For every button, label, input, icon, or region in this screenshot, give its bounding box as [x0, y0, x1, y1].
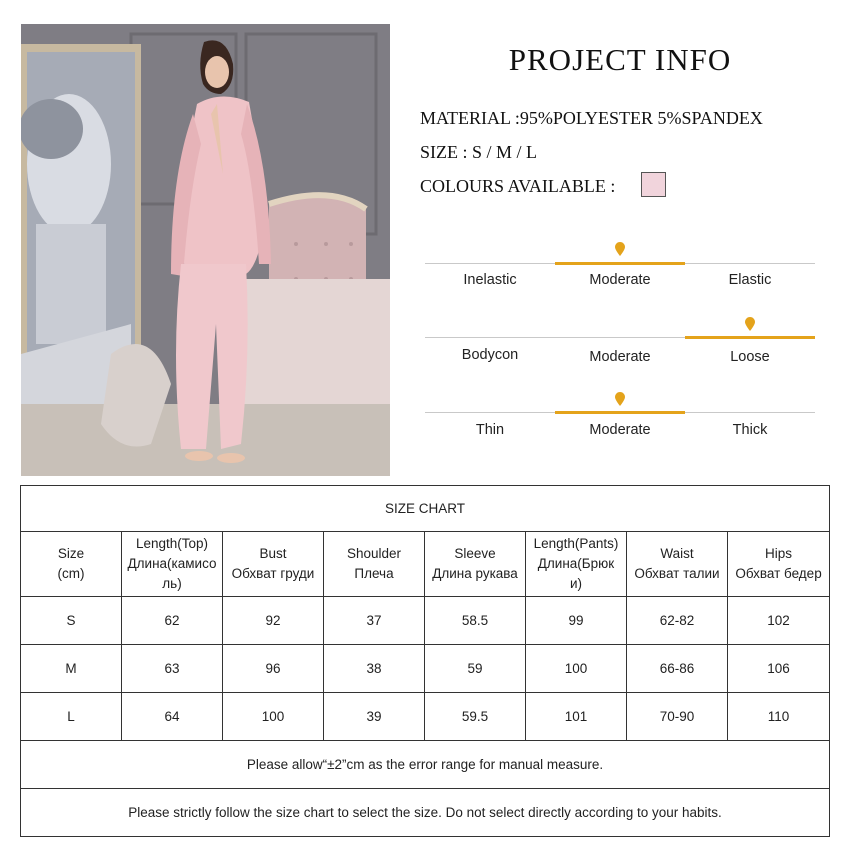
product-photo-illustration [21, 24, 390, 476]
measurement-cell: 58.5 [425, 597, 526, 645]
measurement-cell: 59.5 [425, 693, 526, 741]
scale-label: Elastic [728, 272, 772, 288]
measurement-cell: 101 [526, 693, 627, 741]
size-cell: S [21, 597, 122, 645]
thickness-scale [425, 390, 815, 450]
column-header-line: Длина(Брюк [537, 556, 615, 571]
column-header-line: Обхват бедер [735, 566, 822, 581]
scale-label: Inelastic [463, 272, 517, 288]
column-header-line: Sleeve [454, 546, 496, 561]
column-header-line: Длина рукава [432, 566, 518, 581]
location-pin-icon [615, 242, 625, 256]
elasticity-scale [425, 240, 815, 300]
scale-highlight [685, 336, 815, 339]
measurement-cell: 39 [324, 693, 425, 741]
table-row [21, 597, 830, 645]
measurement-cell: 100 [223, 693, 324, 741]
measurement-cell: 92 [223, 597, 324, 645]
fit-scale [425, 315, 815, 375]
column-header-line: Обхват груди [231, 566, 315, 581]
size-chart-table [20, 485, 830, 837]
measurement-cell: 110 [728, 693, 830, 741]
size-chart-title: SIZE CHART [21, 486, 830, 532]
column-header [627, 532, 728, 597]
measurement-cell: 96 [223, 645, 324, 693]
column-header [21, 532, 122, 597]
column-header [122, 532, 223, 597]
table-row [21, 645, 830, 693]
measurement-cell: 100 [526, 645, 627, 693]
measurement-cell: 64 [122, 693, 223, 741]
column-header-line: Waist [660, 546, 694, 561]
product-photo [21, 24, 390, 476]
measurement-cell: 62 [122, 597, 223, 645]
scale-highlight [555, 262, 685, 265]
column-header [324, 532, 425, 597]
column-header-line: Shoulder [346, 546, 402, 561]
column-header-line: Плеча [354, 566, 394, 581]
colours-label: COLOURS AVAILABLE : [420, 176, 616, 196]
scale-label: Moderate [589, 272, 651, 288]
size-chart-header-row [21, 532, 830, 597]
column-header [728, 532, 830, 597]
measurement-cell: 70-90 [627, 693, 728, 741]
project-info [400, 0, 850, 480]
column-header-line: Hips [765, 546, 793, 561]
column-header [425, 532, 526, 597]
table-row [21, 693, 830, 741]
size-selection-note: Please strictly follow the size chart to select the size. Do not select directly according to your habits. [21, 789, 830, 837]
scale-label: Bodycon [461, 347, 519, 363]
measurement-cell: 106 [728, 645, 830, 693]
column-header-line: Обхват талии [634, 566, 720, 581]
column-header [526, 532, 627, 597]
measurement-cell: 66-86 [627, 645, 728, 693]
column-header-line: ль) [162, 576, 182, 591]
measurement-cell: 99 [526, 597, 627, 645]
scale-label: Thin [475, 422, 505, 438]
location-pin-icon [615, 392, 625, 406]
scale-label: Thick [732, 422, 768, 438]
size-text: SIZE : S / M / L [420, 142, 538, 162]
measurement-cell: 102 [728, 597, 830, 645]
column-header-line: Length(Pants) [533, 536, 619, 551]
scale-highlight [555, 411, 685, 414]
colour-swatch [641, 172, 666, 197]
column-header-line: Size [57, 546, 85, 561]
location-pin-icon [745, 317, 755, 331]
measurement-cell: 38 [324, 645, 425, 693]
column-header-line: Bust [259, 546, 287, 561]
column-header-line: Length(Top) [135, 536, 209, 551]
column-header-line: Длина(камисо [127, 556, 217, 571]
scale-label: Moderate [589, 422, 651, 438]
column-header [223, 532, 324, 597]
error-range-note: Please allow“±2”cm as the error range for manual measure. [21, 741, 830, 789]
project-info-title: PROJECT INFO [508, 42, 732, 77]
scale-label: Loose [730, 349, 770, 365]
measurement-cell: 37 [324, 597, 425, 645]
column-header-line: (cm) [57, 566, 85, 581]
measurement-cell: 63 [122, 645, 223, 693]
size-cell: L [21, 693, 122, 741]
material-text: MATERIAL :95%POLYESTER 5%SPANDEX [420, 108, 763, 128]
size-cell: M [21, 645, 122, 693]
measurement-cell: 62-82 [627, 597, 728, 645]
measurement-cell: 59 [425, 645, 526, 693]
scale-label: Moderate [589, 349, 651, 365]
column-header-line: и) [569, 576, 583, 591]
